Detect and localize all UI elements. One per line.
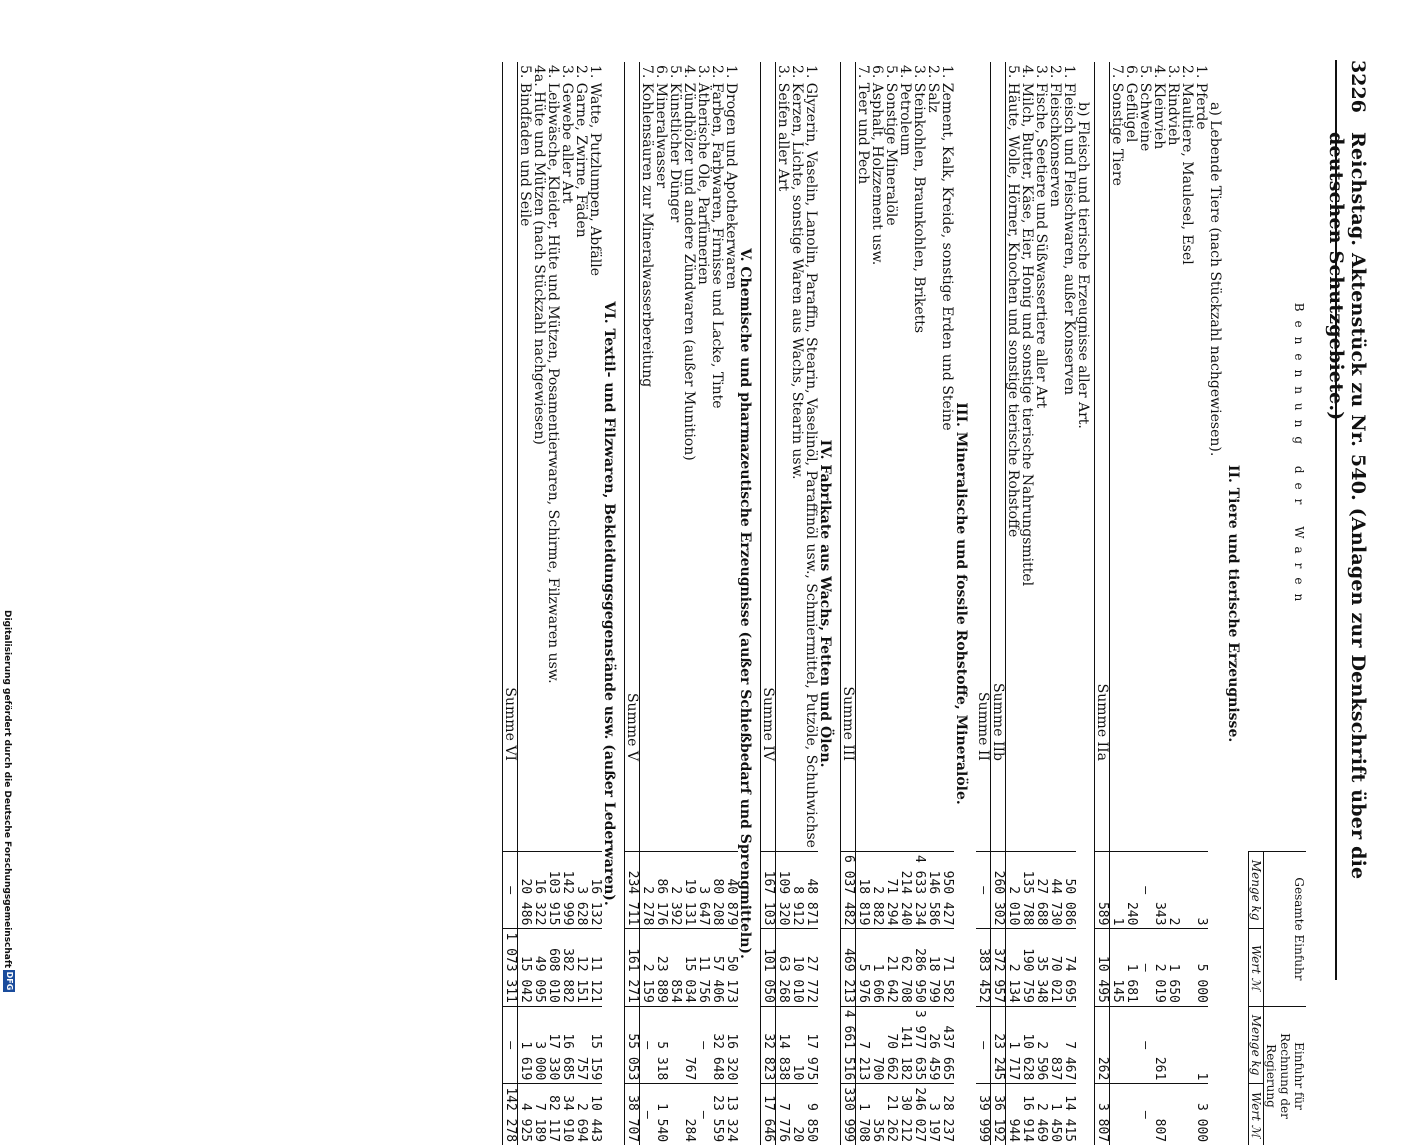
value-cell: 70 021 [1048,929,1062,1006]
table-row [870,62,884,1145]
gov-quantity-cell: 2 596 [1034,1006,1048,1083]
gov-value-cell: 356 [870,1084,884,1145]
quantity-cell: 146 586 [926,851,940,928]
value-cell: 145 [1110,929,1125,1006]
sum-label: Summe IV [761,62,776,851]
subsection-heading-label: a) Lebende Tiere (nach Stückzahl nachgewiesen). [1207,102,1223,457]
goods-name: 3. Rindvieh [1165,65,1181,146]
sum-row [1095,62,1110,1145]
value-cell: 50 173 [724,929,738,1006]
gov-quantity-cell: 4 661 516 [841,1006,856,1083]
value-cell: 854 [668,929,682,1006]
sum-label: Summe IIb [991,62,1006,851]
section-heading-label: III. Mineralische und fossile Rohstoffe, Mineralöle. [953,402,969,805]
gov-quantity-cell: 262 [1095,1006,1110,1083]
gov-value-cell: 1 540 [654,1084,668,1145]
gov-quantity-cell: 32 823 [761,1006,776,1083]
value-cell: 1 606 [870,929,884,1006]
value-cell: 383 452 [976,929,991,1006]
goods-name: 7. Sonstige Tiere [1109,65,1125,186]
quantity-cell: — [1138,851,1152,928]
value-cell: 18 799 [926,929,940,1006]
value-cell: 190 759 [1020,929,1034,1006]
section-heading-label: V. Chemische und pharmazeutische Erzeugnisse (außer Schießbedarf und Sprengmitteln). [737,248,753,959]
value-cell: 608 010 [546,929,560,1006]
gov-quantity-cell [1110,1006,1125,1083]
table-row [1062,62,1076,1145]
page-title: Reichstag. Aktenstück zu Nr. 540. (Anlagen zur Denkschrift über die deutschen Schutzgebiete.) [1325,132,1369,880]
quantity-cell: 109 320 [776,851,791,928]
quantity-cell: 8 912 [790,851,804,928]
gov-value-cell: 28 237 [940,1084,954,1145]
gov-quantity-cell [1166,1006,1180,1083]
goods-name: 5. Künstlicher Dünger [667,65,683,223]
gov-quantity-cell: 17 975 [804,1006,818,1083]
col-header-gov-quantity: Menge kg [1249,1006,1264,1083]
value-cell: 10 495 [1095,929,1110,1006]
gov-quantity-cell: 437 665 [940,1006,954,1083]
quantity-cell: 16 132 [588,851,602,928]
value-cell [1180,929,1194,1006]
goods-name: 2. Fleischkonserven [1047,65,1063,208]
table-row [898,62,912,1145]
gov-value-cell: 17 646 [761,1084,776,1145]
gov-quantity-cell: 55 053 [625,1006,640,1083]
table-row [1048,62,1062,1145]
gov-value-cell: 30 212 [898,1084,912,1145]
quantity-cell: 16 322 [532,851,546,928]
value-cell: 71 582 [940,929,954,1006]
gov-quantity-cell: 10 628 [1020,1006,1034,1083]
value-cell: 57 406 [710,929,724,1006]
goods-table [502,62,1306,1145]
gov-value-cell: 82 117 [546,1084,560,1145]
goods-name: 4. Milch, Butter, Käse, Eier, Honig und sonstige tierische Nahrungsmittel [1019,65,1035,587]
gov-value-cell: 1 708 [856,1084,871,1145]
table-row [724,62,738,1145]
gov-value-cell: 4 925 [518,1084,533,1145]
value-cell: 74 695 [1062,929,1076,1006]
table-row [532,62,546,1145]
col-header-quantity: Menge kg [1249,851,1264,928]
quantity-cell: 6 037 482 [841,851,856,928]
gov-quantity-cell: 7 467 [1062,1006,1076,1083]
table-row [776,62,791,1145]
gov-value-cell: 7 189 [532,1084,546,1145]
table-row [588,62,602,1145]
table-row [912,62,926,1145]
table-row [546,62,560,1145]
section-heading [954,62,976,1145]
value-cell: — [1138,929,1152,1006]
table-row [518,62,533,1145]
table-row [1006,62,1021,1145]
gov-quantity-cell: 16 685 [560,1006,574,1083]
table-row [1034,62,1048,1145]
gov-quantity-cell: 26 459 [926,1006,940,1083]
goods-name: 4. Zündhölzer und andere Zündwaren (außer Munition) [681,65,697,461]
goods-name: 1. Fleisch und Fleischwaren, außer Konserven [1061,65,1077,395]
value-cell: 63 268 [776,929,791,1006]
gov-value-cell [1124,1084,1138,1145]
gov-quantity-cell [1180,1006,1194,1083]
quantity-cell: 2 278 [640,851,655,928]
gov-quantity-cell: 837 [1048,1006,1062,1083]
value-cell: 12 151 [574,929,588,1006]
gov-value-cell: 2 469 [1034,1084,1048,1145]
goods-name: 7. Teer und Pech [855,65,871,185]
value-cell: 23 889 [654,929,668,1006]
gov-quantity-cell: 32 648 [710,1006,724,1083]
value-cell: 15 042 [518,929,533,1006]
gov-quantity-cell: 70 662 [884,1006,898,1083]
sum-row [761,62,776,1145]
quantity-cell: 27 688 [1034,851,1048,928]
table-row [1152,62,1166,1145]
gov-quantity-cell: 7 213 [856,1006,871,1083]
table-row [640,62,655,1145]
section-heading-label: II. Tiere und tierische Erzeugnisse. [1225,464,1241,743]
col-header-value: Wert ℳ [1249,929,1264,1006]
gov-value-cell: 3 000 [1194,1084,1208,1145]
gov-quantity-cell [668,1006,682,1083]
quantity-cell: 18 819 [856,851,871,928]
quantity-cell: 260 302 [991,851,1006,928]
gov-value-cell [1110,1084,1125,1145]
section-heading [602,62,625,1145]
table-row [856,62,871,1145]
gov-value-cell: 1 450 [1048,1084,1062,1145]
value-cell: 2 159 [640,929,655,1006]
quantity-cell: 135 788 [1020,851,1034,928]
quantity-cell: 142 999 [560,851,574,928]
sum-row [976,62,991,1145]
table-row [696,62,710,1145]
col-header-gov-value: Wert ℳ [1249,1084,1264,1145]
quantity-cell: 44 730 [1048,851,1062,928]
col-header-goods: Benennung der Waren [1249,62,1307,851]
quantity-cell: 2 882 [870,851,884,928]
value-cell: 62 708 [898,929,912,1006]
quantity-cell: — [976,851,991,928]
value-cell: 21 642 [884,929,898,1006]
value-cell: 27 772 [804,929,818,1006]
table-row [926,62,940,1145]
quantity-cell: — [503,851,518,928]
quantity-cell: 2 392 [668,851,682,928]
value-cell: 35 348 [1034,929,1048,1006]
gov-value-cell: 3 807 [1095,1084,1110,1145]
gov-value-cell: 142 278 [503,1084,518,1145]
section-heading [1226,62,1249,1145]
quantity-cell: 167 103 [761,851,776,928]
goods-name: 4. Kleinvieh [1151,65,1167,150]
goods-name: 5. Schweine [1137,65,1153,152]
gov-value-cell: 807 [1152,1084,1166,1145]
quantity-cell: 3 647 [696,851,710,928]
gov-value-cell: 10 443 [588,1084,602,1145]
gov-quantity-cell: 261 [1152,1006,1166,1083]
value-cell: 286 950 [912,929,926,1006]
value-cell: 2 019 [1152,929,1166,1006]
table-row [884,62,898,1145]
value-cell: 15 034 [682,929,696,1006]
section-heading [818,62,841,1145]
gov-quantity-cell: 10 [790,1006,804,1083]
goods-name: 2. Kerzen, Lichte, sonstige Waren aus Wachs, Stearin usw. [789,65,805,480]
quantity-cell: 343 [1152,851,1166,928]
table-row [654,62,668,1145]
digitization-note: Digitalisierung gefördert durch die Deutsche Forschungsgemeinschaft [2,610,12,969]
gov-quantity-cell: — [976,1006,991,1083]
goods-name: 3. Gewebe aller Art [559,65,575,204]
sum-row [625,62,640,1145]
value-cell: 11 756 [696,929,710,1006]
goods-name: 5. Sonstige Mineralöle [883,65,899,226]
gov-quantity-cell: 1 [1194,1006,1208,1083]
gov-quantity-cell: 16 320 [724,1006,738,1083]
gov-quantity-cell: 141 182 [898,1006,912,1083]
gov-value-cell: 9 850 [804,1084,818,1145]
subsection-heading [1076,62,1095,1145]
gov-value-cell: — [640,1084,655,1145]
quantity-cell: 40 879 [724,851,738,928]
sum-row [991,62,1006,1145]
quantity-cell: 589 [1095,851,1110,928]
goods-name: 6. Mineralwasser [653,65,669,189]
gov-quantity-cell: 1 619 [518,1006,533,1083]
value-cell: 372 957 [991,929,1006,1006]
quantity-cell: 80 208 [710,851,724,928]
value-cell: 161 271 [625,929,640,1006]
sum-row [503,62,518,1145]
value-cell: 469 213 [841,929,856,1006]
gov-value-cell: 34 910 [560,1084,574,1145]
goods-name: 1. Pferde [1193,65,1209,130]
gov-quantity-cell: 3 000 [532,1006,546,1083]
quantity-cell: 214 240 [898,851,912,928]
goods-name: 3. Steinkohlen, Braunkohlen, Briketts [911,65,927,334]
goods-name: 2. Maultiere, Maulesel, Esel [1179,65,1195,265]
quantity-cell: 71 294 [884,851,898,928]
value-cell: 1 650 [1166,929,1180,1006]
col-header-government-import: Einfuhr für Rechnung der Regierung [1264,1006,1307,1145]
gov-quantity-cell: 5 318 [654,1006,668,1083]
gov-quantity-cell: 3 977 635 [912,1006,926,1083]
sum-label: Summe VI [503,62,518,851]
table-row [560,62,574,1145]
gov-quantity-cell: 700 [870,1006,884,1083]
table-row [1138,62,1152,1145]
gov-value-cell: 16 914 [1020,1084,1034,1145]
page-number: 3226 [1347,60,1369,113]
section-heading [738,62,761,1145]
dfg-logo: DFG [5,971,14,991]
gov-value-cell [1180,1084,1194,1145]
gov-quantity-cell: 17 330 [546,1006,560,1083]
goods-name: 4. Leibwäsche, Kleider, Hüte und Mützen, Posamentierwaren, Schirme, Filzwaren usw. [545,65,561,684]
gov-quantity-cell: 23 245 [991,1006,1006,1083]
goods-name: 5. Bindfaden und Seile [517,65,533,227]
quantity-cell: 240 [1124,851,1138,928]
table-row [1194,62,1208,1145]
gov-quantity-cell: — [503,1006,518,1083]
gov-value-cell: 330 999 [841,1084,856,1145]
gov-value-cell: 284 [682,1084,696,1145]
gov-quantity-cell: — [640,1006,655,1083]
sum-label: Summe II [976,62,991,851]
gov-quantity-cell: 767 [682,1006,696,1083]
gov-value-cell: 7 776 [776,1084,791,1145]
goods-name: 3. Ätherische Öle, Parfümerien [695,65,711,285]
gov-value-cell [1166,1084,1180,1145]
table-row [1110,62,1125,1145]
gov-value-cell: 2 694 [574,1084,588,1145]
gov-quantity-cell: 757 [574,1006,588,1083]
table-row [574,62,588,1145]
subsection-heading [1208,62,1226,1145]
table-row [1020,62,1034,1145]
gov-value-cell: 944 [1006,1084,1021,1145]
quantity-cell: 86 176 [654,851,668,928]
sum-row [841,62,856,1145]
gov-value-cell: — [1138,1084,1152,1145]
sum-label: Summe IIa [1095,62,1110,851]
gov-value-cell: 23 559 [710,1084,724,1145]
gov-value-cell: 20 [790,1084,804,1145]
table-row [1124,62,1138,1145]
quantity-cell: 103 915 [546,851,560,928]
quantity-cell [1180,851,1194,928]
gov-value-cell: — [696,1084,710,1145]
goods-name: 1. Drogen und Apothekerwaren [723,65,739,290]
quantity-cell: 3 [1194,851,1208,928]
value-cell: 101 050 [761,929,776,1006]
table-row [790,62,804,1145]
quantity-cell: 1 [1110,851,1125,928]
table-row [940,62,954,1145]
quantity-cell: 2 010 [1006,851,1021,928]
gov-quantity-cell: 15 159 [588,1006,602,1083]
quantity-cell: 48 871 [804,851,818,928]
value-cell: 49 095 [532,929,546,1006]
gov-value-cell [668,1084,682,1145]
col-header-total-import: Gesamte Einfuhr [1264,851,1307,1006]
gov-value-cell: 3 197 [926,1084,940,1145]
table-row [1166,62,1180,1145]
quantity-cell: 950 427 [940,851,954,928]
goods-name: 4. Petroleum [897,65,913,156]
quantity-cell: 3 628 [574,851,588,928]
gov-value-cell: 36 192 [991,1084,1006,1145]
quantity-cell: 2 [1166,851,1180,928]
goods-name: 6. Asphalt, Holzzement usw. [869,65,885,266]
gov-value-cell: 246 027 [912,1084,926,1145]
goods-name: 5. Häute, Wolle, Hörner, Knochen und sonstige tierische Rohstoffe [1005,65,1021,538]
gov-quantity-cell: — [1138,1006,1152,1083]
quantity-cell: 50 086 [1062,851,1076,928]
value-cell: 1 681 [1124,929,1138,1006]
value-cell: 10 010 [790,929,804,1006]
goods-name: 1. Watte, Putzlumpen, Abfälle [587,65,603,276]
section-heading-label: VI. Textil- und Filzwaren, Bekleidungsgegenstände usw. (außer Lederwaren). [601,301,617,906]
subsection-heading-label: b) Fleisch und tierische Erzeugnisse aller Art. [1075,102,1091,429]
section-heading-label: IV. Fabrikate aus Wachs, Fetten und Ölen. [817,439,833,768]
goods-name: 2. Salz [925,65,941,113]
value-cell: 11 121 [588,929,602,1006]
value-cell: 5 000 [1194,929,1208,1006]
table-row [1180,62,1194,1145]
value-cell: 382 882 [560,929,574,1006]
sum-label: Summe III [841,62,856,851]
goods-name: 3. Seifen aller Art [775,65,791,192]
goods-name: 2. Garne, Zwirne, Fäden [573,65,589,238]
goods-name: 3. Fische, Seetiere und Süßwassertiere aller Art [1033,65,1049,409]
quantity-cell: 4 633 234 [912,851,926,928]
goods-name: 4a. Hüte und Mützen (nach Stückzahl nachgewiesen) [531,65,547,445]
goods-name: 7. Kohlensäuren zur Mineralwasserbereitung [639,65,655,388]
table-row [668,62,682,1145]
value-cell: 2 134 [1006,929,1021,1006]
gov-value-cell: 38 707 [625,1084,640,1145]
header-rule [1335,60,1337,980]
gov-quantity-cell [1124,1006,1138,1083]
goods-table-body [503,62,1249,1145]
value-cell: 1 073 311 [503,929,518,1006]
table-row [682,62,696,1145]
table-row [804,62,818,1145]
quantity-cell: 19 131 [682,851,696,928]
sum-label: Summe V [625,62,640,851]
table-row [710,62,724,1145]
gov-value-cell: 39 999 [976,1084,991,1145]
gov-value-cell: 21 262 [884,1084,898,1145]
gov-value-cell: 13 324 [724,1084,738,1145]
quantity-cell: 20 486 [518,851,533,928]
gov-quantity-cell: 1 717 [1006,1006,1021,1083]
quantity-cell: 234 711 [625,851,640,928]
gov-value-cell: 14 415 [1062,1084,1076,1145]
goods-name: 1. Glyzerin, Vaselin, Lanolin, Paraffin, Stearin, Vaselinöl, Paraffinöl usw., Schmiermittel, Putzöle, Schuhwichse [803,65,819,848]
goods-name: 1. Zement, Kalk, Kreide, sonstige Erden und Steine [939,65,955,431]
gov-quantity-cell: — [696,1006,710,1083]
value-cell: 5 976 [856,929,871,1006]
goods-name: 6. Geflügel [1123,65,1139,143]
goods-name: 2. Farben, Farbwaren, Firnisse und Lacke, Tinte [709,65,725,409]
gov-quantity-cell: 14 838 [776,1006,791,1083]
